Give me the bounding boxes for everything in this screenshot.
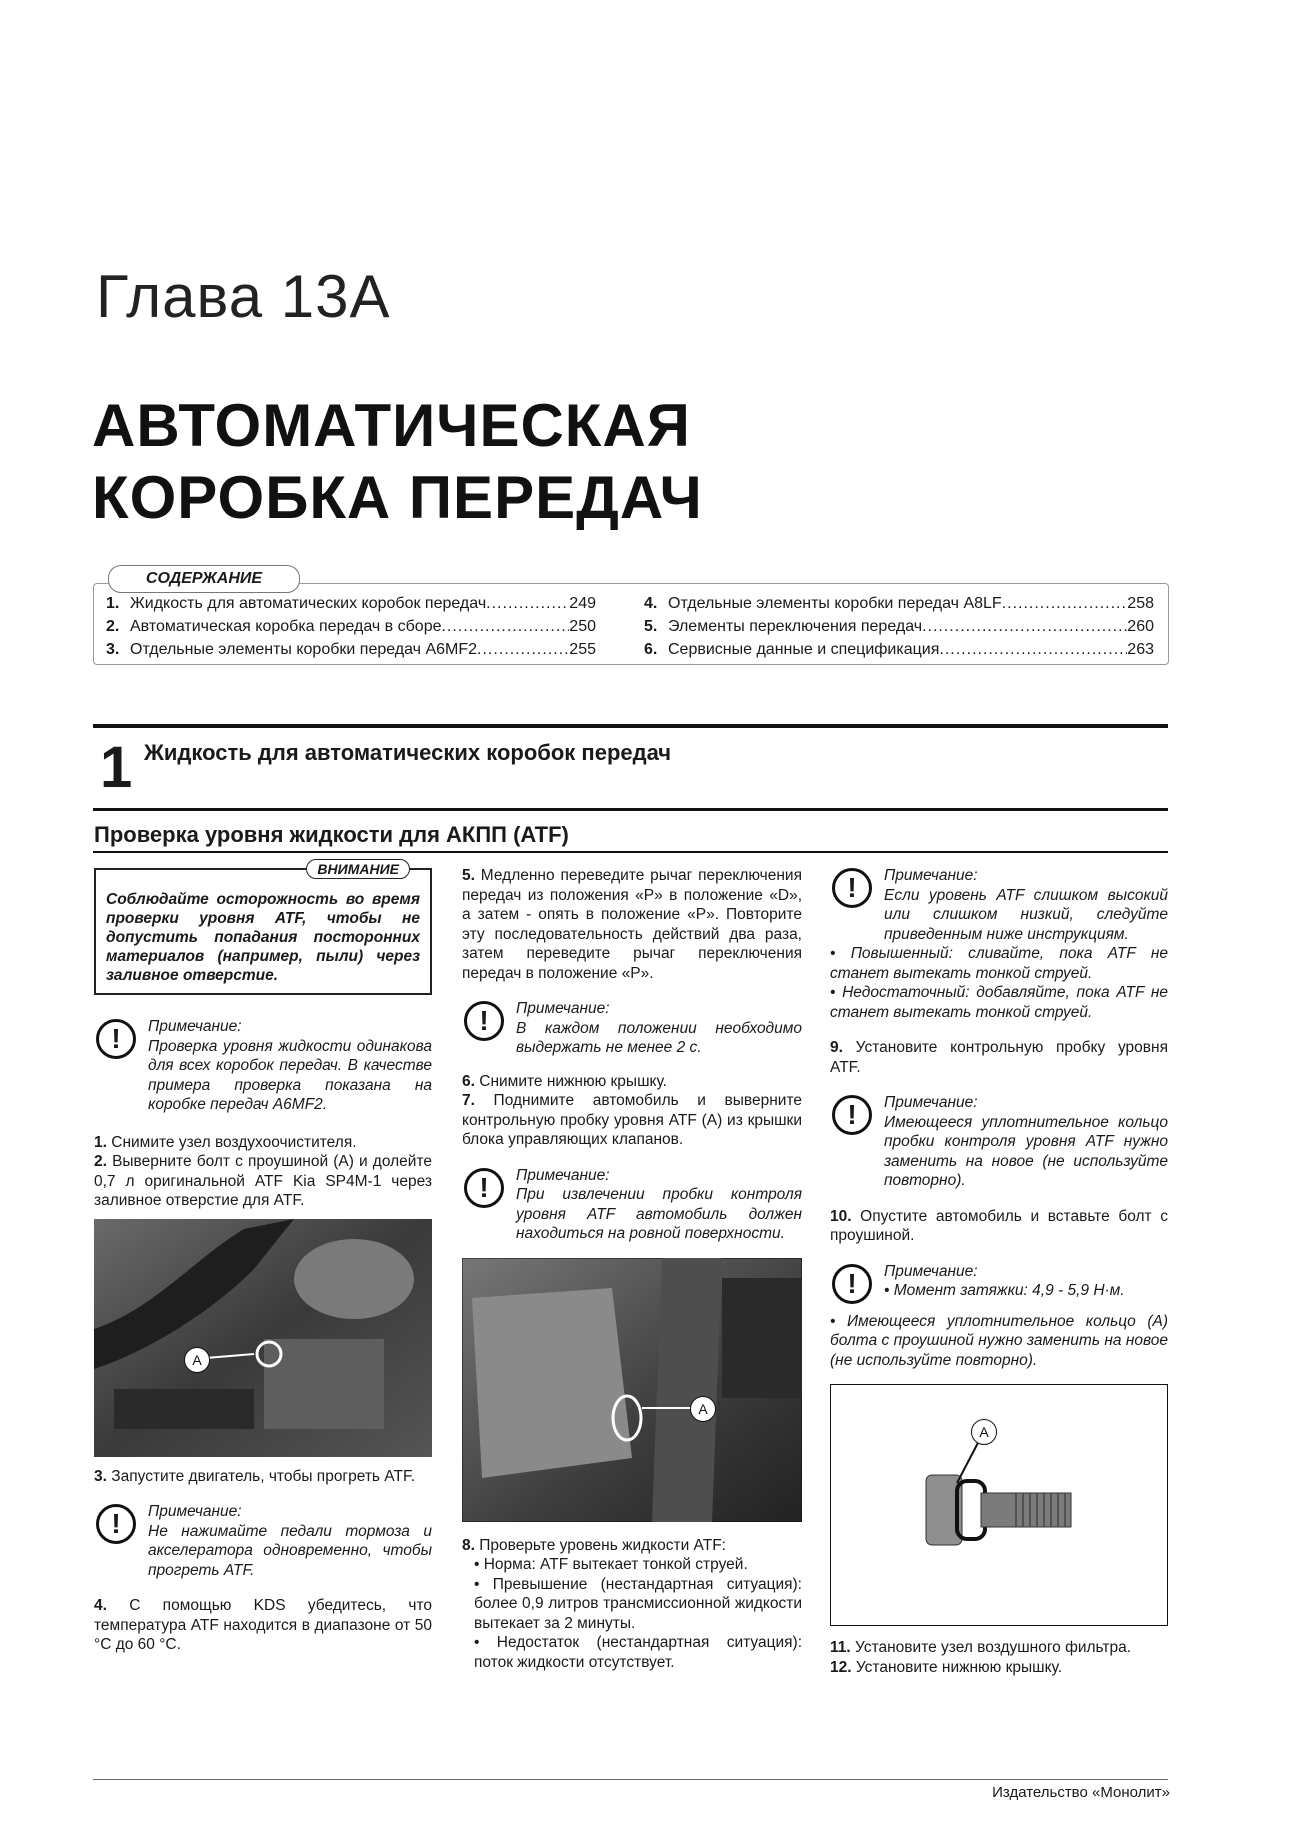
toc-item-page: 249 [569, 595, 596, 612]
toc-item[interactable] [644, 592, 1154, 615]
subsection-rule [93, 851, 1168, 853]
note-text: В каждом положении необходимо выдержать не менее 2 с. [516, 1019, 802, 1056]
note [462, 999, 802, 1058]
step-12: 12. Установите нижнюю крышку. [830, 1658, 1063, 1676]
step-2: 2. Выверните болт с проушиной (A) и долейте 0,7 л оригинальной ATF Kia SP4M-1 через заливное отверстие для ATF. [94, 1153, 432, 1209]
column-3 [830, 866, 1168, 1677]
section-title: Жидкость для автоматических коробок передач [144, 740, 672, 765]
toc-item-title: Отдельные элементы коробки передач A6MF2 [130, 641, 478, 658]
column-1 [94, 861, 432, 1655]
note-text: Имеющееся уплотнительное кольцо пробки контроля уровня ATF нужно заменить на новое (не используйте повторно). [884, 1113, 1168, 1189]
step-8: 8. Проверьте уровень жидкости ATF: [462, 1536, 726, 1554]
chapter-heading: Глава 13А [96, 263, 391, 330]
note [94, 1017, 432, 1115]
note-heading: Примечание: [884, 867, 978, 884]
exclamation-icon: ! [832, 868, 872, 908]
step-9: 9. Установите контрольную пробку уровня ATF. [830, 1039, 1168, 1076]
page-title [92, 390, 703, 534]
toc-item[interactable] [106, 592, 596, 615]
toc-item[interactable] [106, 638, 596, 661]
column-2 [462, 866, 802, 1672]
note [94, 1502, 432, 1580]
callout-a: A [690, 1396, 716, 1422]
toc-right-column [644, 592, 1154, 661]
callout-a: A [971, 1419, 997, 1445]
section-rule-bottom [93, 808, 1168, 811]
toc-item-number: 2. [106, 618, 120, 635]
step-4: 4. С помощью KDS убедитесь, что температура ATF находится в диапазоне от 50 °C до 60 °C. [94, 1597, 432, 1653]
toc-item-page: 263 [1127, 641, 1154, 658]
exclamation-icon: ! [96, 1504, 136, 1544]
step-10: 10. Опустите автомобиль и вставьте болт с проушиной. [830, 1207, 1168, 1244]
warning-box [94, 861, 432, 995]
step-5: 5. Медленно переведите рычаг переключения передач из положения «P» в положение «D», а затем - опять в положение «P». Повторите эту последовательность действий два раза, затем переведите рычаг переключения передач в положение «P». [462, 867, 802, 982]
title-line-2: КОРОБКА ПЕРЕДАЧ [92, 464, 703, 531]
note-text: Не нажимайте педали тормоза и акселератора одновременно, чтобы прогреть ATF. [148, 1522, 432, 1579]
toc-item-number: 3. [106, 641, 120, 658]
toc-item[interactable] [644, 615, 1154, 638]
step-7: 7. Поднимите автомобиль и выверните контрольную пробку уровня ATF (A) из крышки блока управляющих клапанов. [462, 1092, 802, 1148]
toc-item[interactable] [106, 615, 596, 638]
note-heading: Примечание: [148, 1018, 242, 1035]
photo-valve-body [462, 1258, 802, 1522]
eye-bolt-illustration [831, 1385, 1167, 1623]
toc-item-title: Жидкость для автоматических коробок передач [130, 595, 487, 612]
toc-item-page: 255 [569, 641, 596, 658]
note-heading: Примечание: [884, 1262, 978, 1280]
toc-item-page: 258 [1127, 595, 1154, 612]
exclamation-icon: ! [832, 1095, 872, 1135]
publisher-footer: Издательство «Монолит» [992, 1784, 1170, 1801]
toc-item-number: 4. [644, 595, 658, 612]
note-text: Проверка уровня жидкости одинакова для всех коробок передач. В качестве примера проверка показана на коробке передач A6MF2. [148, 1037, 432, 1113]
footer-rule [93, 1779, 1168, 1780]
note-heading: Примечание: [516, 1000, 610, 1017]
note-text: При извлечении пробки контроля уровня ATF автомобиль должен находиться на ровной поверхности. [516, 1186, 802, 1242]
exclamation-icon: ! [832, 1264, 872, 1304]
note-bullet: • Недостаточный: добавляйте, пока ATF не станет вытекать тонкой струей. [830, 984, 1168, 1021]
engine-photo-illustration [94, 1219, 432, 1457]
toc-item-title: Элементы переключения передач [668, 618, 923, 635]
note [462, 1166, 802, 1244]
step-6: 6. Снимите нижнюю крышку. [462, 1072, 667, 1090]
step-1: 1. Снимите узел воздухоочистителя. [94, 1133, 357, 1151]
toc-item-number: 5. [644, 618, 658, 635]
exclamation-icon: ! [464, 1001, 504, 1041]
valve-body-photo-illustration [462, 1258, 802, 1522]
note [830, 1093, 1168, 1191]
toc-item[interactable] [644, 638, 1154, 661]
exclamation-icon: ! [96, 1019, 136, 1059]
title-line-1: АВТОМАТИЧЕСКАЯ [92, 392, 691, 459]
warning-text: Соблюдайте осторожность во время проверки уровня ATF, чтобы не допустить попадания посторонних материалов (например, пыли) через заливное отверстие. [106, 891, 420, 984]
toc-item-page: 260 [1127, 618, 1154, 635]
toc-item-title: Автоматическая коробка передач в сборе [130, 618, 442, 635]
toc-left-column [106, 592, 596, 661]
toc-item-title: Сервисные данные и спецификация [668, 641, 940, 658]
toc-item-number: 6. [644, 641, 658, 658]
exclamation-icon: ! [464, 1168, 504, 1208]
toc-item-number: 1. [106, 595, 120, 612]
toc-label: СОДЕРЖАНИЕ [108, 565, 300, 593]
note [830, 866, 1168, 944]
subsection-title: Проверка уровня жидкости для АКПП (ATF) [94, 822, 569, 847]
toc-item-title: Отдельные элементы коробки передач A8LF [668, 595, 1002, 612]
note-heading: Примечание: [148, 1503, 242, 1520]
photo-eye-bolt [830, 1384, 1168, 1626]
callout-a: A [184, 1347, 210, 1373]
toc-item-page: 250 [569, 618, 596, 635]
table-of-contents [93, 583, 1169, 665]
section-number: 1 [100, 735, 133, 800]
note [830, 1262, 1168, 1312]
bullet-shortage: • Недостаток (нестандартная ситуация): поток жидкости отсутствует. [474, 1634, 802, 1671]
note-heading: Примечание: [516, 1166, 610, 1184]
step-3: 3. Запустите двигатель, чтобы прогреть ATF. [94, 1467, 416, 1485]
bullet-excess: • Превышение (нестандартная ситуация): более 0,9 литров трансмиссионной жидкости вытекает за 2 минуты. [474, 1575, 802, 1632]
note-bullet: • Момент затяжки: 4,9 - 5,9 Н·м. [884, 1282, 1125, 1299]
photo-engine-bay [94, 1219, 432, 1457]
note-text: Если уровень ATF слишком высокий или слишком низкий, следуйте приведенным ниже инструкциям. [884, 886, 1168, 943]
step-11: 11. Установите узел воздушного фильтра. [830, 1639, 1132, 1656]
bullet-normal: • Норма: ATF вытекает тонкой струей. [474, 1556, 748, 1573]
warning-label: ВНИМАНИЕ [306, 859, 410, 879]
note-bullet: • Имеющееся уплотнительное кольцо (A) болта с проушиной нужно заменить на новое (не используйте повторно). [830, 1312, 1168, 1369]
note-heading: Примечание: [884, 1094, 978, 1111]
note-bullet: • Повышенный: сливайте, пока ATF не станет вытекать тонкой струей. [830, 945, 1168, 982]
section-rule-top [93, 724, 1168, 728]
